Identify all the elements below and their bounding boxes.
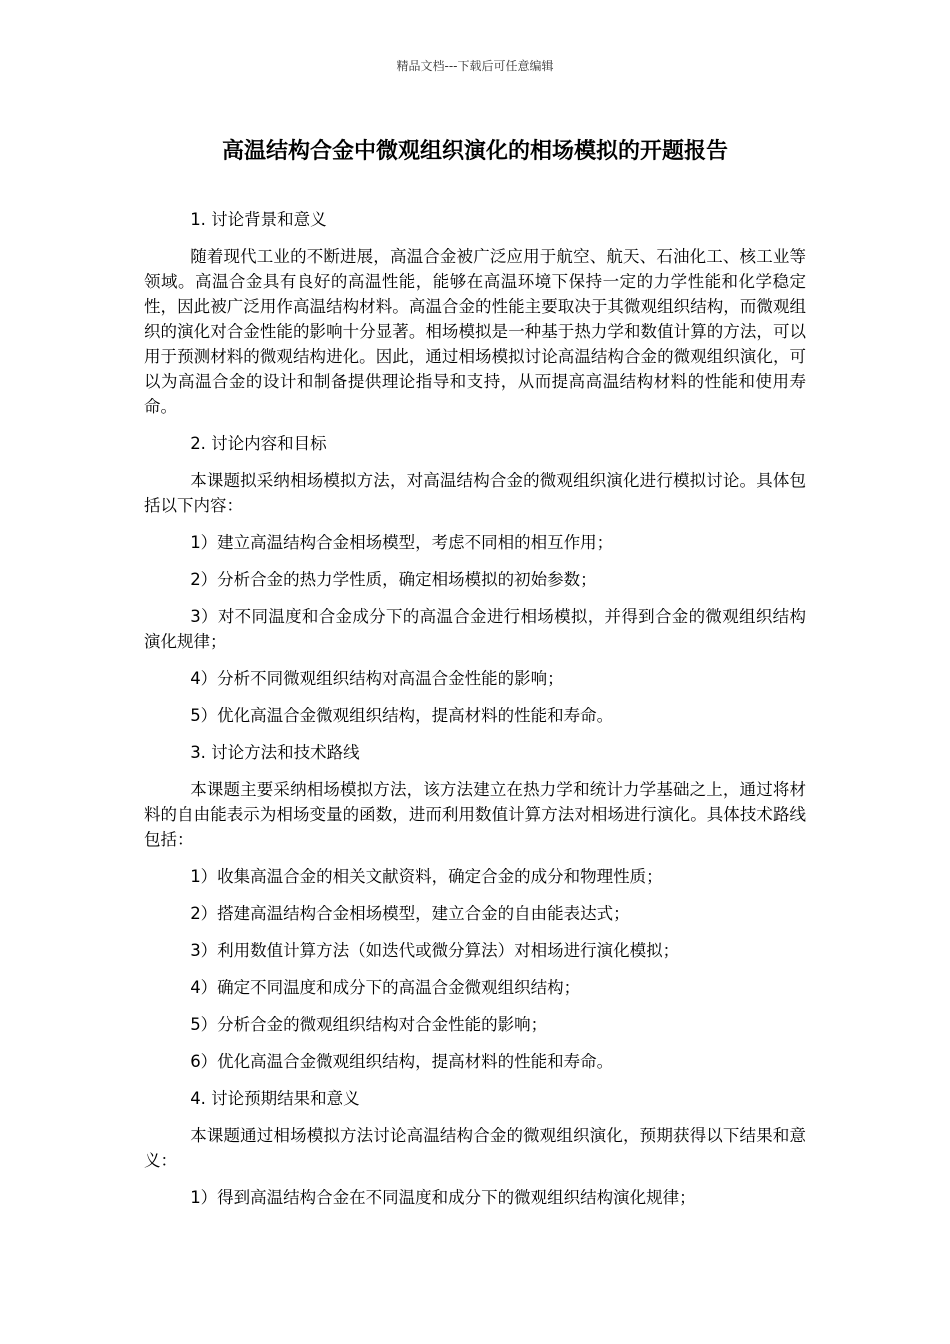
section-heading: 3. 讨论方法和技术路线 <box>190 743 360 762</box>
section-heading: 4. 讨论预期结果和意义 <box>190 1089 360 1108</box>
list-item: 4）分析不同微观组织结构对高温合金性能的影响； <box>190 669 564 688</box>
list-item: 2）分析合金的热力学性质，确定相场模拟的初始参数； <box>190 570 597 589</box>
list-item: 5）分析合金的微观组织结构对合金性能的影响； <box>190 1015 548 1034</box>
list-item: 2）搭建高温结构合金相场模型，建立合金的自由能表达式； <box>190 904 630 923</box>
section-paragraph: 本课题主要采纳相场模拟方法，该方法建立在热力学和统计力学基础之上，通过将材料的自由能表示为相场变量的函数，进而利用数值计算方法对相场进行演化。具体技术路线包括： <box>144 780 806 849</box>
list-item: 5）优化高温合金微观组织结构，提高材料的性能和寿命。 <box>190 706 614 725</box>
list-item: 6）优化高温合金微观组织结构，提高材料的性能和寿命。 <box>190 1052 614 1071</box>
section-heading: 1. 讨论背景和意义 <box>190 210 327 229</box>
list-item: 3）对不同温度和合金成分下的高温合金进行相场模拟，并得到合金的微观组织结构演化规律； <box>144 607 806 651</box>
section-paragraph: 本课题拟采纳相场模拟方法，对高温结构合金的微观组织演化进行模拟讨论。具体包括以下内容： <box>144 471 806 515</box>
section-paragraph: 本课题通过相场模拟方法讨论高温结构合金的微观组织演化，预期获得以下结果和意义： <box>144 1126 806 1170</box>
header-note: 精品文档---下载后可任意编辑 <box>396 59 554 73</box>
document-body <box>144 207 806 1222</box>
list-item: 1）得到高温结构合金在不同温度和成分下的微观组织结构演化规律； <box>190 1188 696 1207</box>
section-heading: 2. 讨论内容和目标 <box>190 434 327 453</box>
list-item: 1）收集高温合金的相关文献资料，确定合金的成分和物理性质； <box>190 867 663 886</box>
document-title: 高温结构合金中微观组织演化的相场模拟的开题报告 <box>221 139 728 164</box>
list-item: 3）利用数值计算方法（如迭代或微分算法）对相场进行演化模拟； <box>190 941 680 960</box>
section-paragraph: 随着现代工业的不断进展，高温合金被广泛应用于航空、航天、石油化工、核工业等领域。高温合金具有良好的高温性能，能够在高温环境下保持一定的力学性能和化学稳定性，因此被广泛用作高温结构材料。高温合金的性能主要取决于其微观组织结构，而微观组织的演化对合金性能的影响十分显著。相场模拟是一种基于热力学和数值计算的方法，可以用于预测材料的微观结构进化。因此，通过相场模拟讨论高温结构合金的微观组织演化，可以为高温合金的设计和制备提供理论指导和支持，从而提高高温结构材料的性能和使用寿命。 <box>144 247 806 416</box>
list-item: 4）确定不同温度和成分下的高温合金微观组织结构； <box>190 978 581 997</box>
list-item: 1）建立高温结构合金相场模型，考虑不同相的相互作用； <box>190 533 614 552</box>
